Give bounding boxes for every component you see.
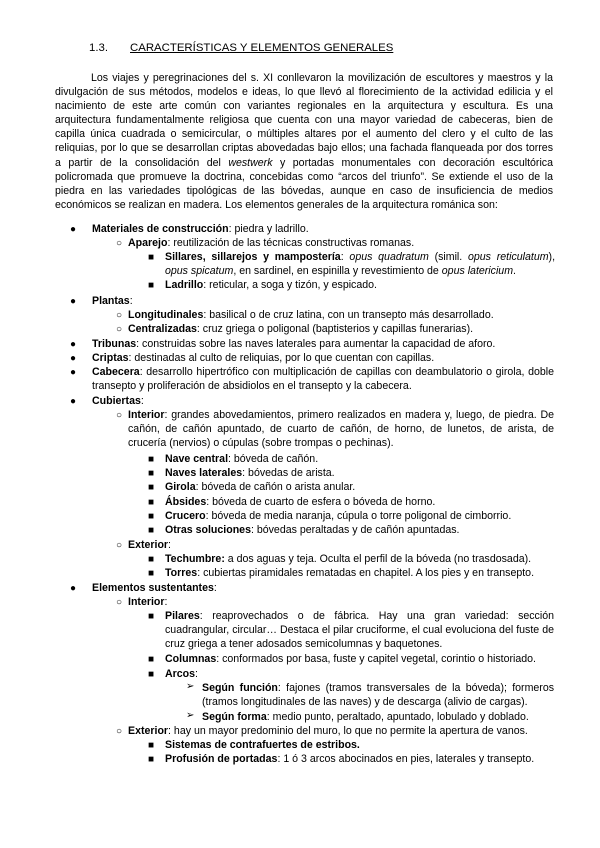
- bullet-level1: ●: [70, 353, 77, 364]
- bullet-level3: ■: [148, 611, 155, 622]
- bullet-level2: ○: [116, 324, 123, 335]
- list-item-materiales: Materiales de construcción: piedra y ladrillo.: [92, 223, 309, 235]
- list-item-sillares: Sillares, sillarejos y mampostería: opus quadratum (simil. opus reticulatum), opus spicatum, en sardinel, en espinilla y revestimiento de opus latericium.: [165, 251, 556, 278]
- bullet-level3: ■: [148, 511, 155, 522]
- bullet-level2: ○: [116, 726, 123, 737]
- bullet-level3: ■: [148, 554, 155, 565]
- list-item-nave-central: Nave central: bóveda de cañón.: [165, 453, 319, 465]
- list-item-crucero: Crucero: bóveda de media naranja, cúpula o torre poligonal de cimborrio.: [165, 510, 512, 522]
- bullet-level4: ➢: [186, 710, 195, 721]
- intro-text-2: y portadas monumentales con decoración escultórica policromada que promueve la doctrina, concebidas como “arcos del triunfo”. Se extiende el uso de la piedra en las variedades tipológicas de las bóvedas, aunque en caso de insuficiencia de medios económicos se realizan en madera. Los elementos generales de la arquitectura románica son:: [55, 156, 553, 211]
- list-item-tribunas: Tribunas: construidas sobre las naves laterales para aumentar la capacidad de aforo.: [92, 338, 496, 350]
- bullet-level3: ■: [148, 252, 155, 263]
- bullet-level3: ■: [148, 525, 155, 536]
- list-item-absides: Ábsides: bóveda de cuarto de esfera o bóveda de horno.: [165, 496, 436, 508]
- section-heading: [89, 42, 393, 54]
- list-item-columnas: Columnas: conformados por basa, fuste y capitel vegetal, corintio o historiado.: [165, 653, 536, 665]
- list-item-interior-cubiertas: Interior: grandes abovedamientos, primero realizados en madera y, luego, de piedra. De cañón, de cañón apuntado, de cuarto de cañón, de horno, de lunetos, de arista, de crucería (nervios) o cúpulas (sobre trompas o pechinas).: [128, 409, 554, 450]
- list-item-cabecera: Cabecera: desarrollo hipertrófico con multiplicación de capillas con deambulatorio o girola, doble transepto y proliferación de absidiolos en el transepto y la cabecera.: [92, 366, 554, 393]
- bullet-level2: ○: [116, 238, 123, 249]
- list-item-torres: Torres: cubiertas piramidales rematadas en chapitel. A los pies y en transepto.: [165, 567, 535, 579]
- list-item-cubiertas: Cubiertas:: [92, 395, 144, 407]
- bullet-level3: ■: [148, 497, 155, 508]
- list-item-girola: Girola: bóveda de cañón o arista anular.: [165, 481, 356, 493]
- bullet-level1: ●: [70, 367, 77, 378]
- list-item-longitudinales: Longitudinales: basilical o de cruz latina, con un transepto más desarrollado.: [128, 309, 494, 321]
- list-item-criptas: Criptas: destinadas al culto de reliquias, por lo que cuentan con capillas.: [92, 352, 435, 364]
- list-item-arcos: Arcos:: [165, 668, 198, 680]
- bullet-level3: ■: [148, 568, 155, 579]
- list-item-exterior-cubiertas: Exterior:: [128, 539, 171, 551]
- list-item-exterior-sustentantes: Exterior: hay un mayor predominio del muro, lo que no permite la apertura de vanos.: [128, 725, 528, 737]
- bullet-level4: ➢: [186, 681, 195, 692]
- section-number: 1.3.: [89, 42, 108, 54]
- bullet-level3: ■: [148, 482, 155, 493]
- bullet-level3: ■: [148, 468, 155, 479]
- bullet-level3: ■: [148, 740, 155, 751]
- intro-paragraph: [55, 71, 553, 212]
- list-item-plantas: Plantas:: [92, 295, 133, 307]
- bullet-level2: ○: [116, 597, 123, 608]
- list-item-interior-sustentantes: Interior:: [128, 596, 168, 608]
- bullet-level1: ●: [70, 339, 77, 350]
- list-item-pilares: Pilares: reaprovechados o de fábrica. Hay una gran variedad: sección cuadrangular, circular… Destaca el pilar cruciforme, el cual evoluciona del fuste de cruz griega a tener adosados semicolumnas y baquetones.: [165, 610, 554, 651]
- bullet-level1: ●: [70, 224, 77, 235]
- bullet-level3: ■: [148, 669, 155, 680]
- intro-text-1: Los viajes y peregrinaciones del s. XI conllevaron la movilización de escultores y maestros y la divulgación de sus métodos, modelos e ideas, lo que llevó al florecimiento de la actividad edilicia y el nacimiento de este arte común con variantes regionales en la arquitectura y escultura. Es una arquitectura fundamentalmente religiosa que cuenta con una mayor variedad de cabeceras, bien de capilla única cuadrada o semicircular, o múltiples altares por el aumento del clero y el culto de las reliquias, por lo que se desarrollan criptas abovedadas bajo ellos; una fachada flanqueada por dos torres a partir de la consolidación del: [55, 72, 553, 169]
- list-item-otras-soluciones: Otras soluciones: bóvedas peraltadas y de cañón apuntadas.: [165, 524, 460, 536]
- list-item-segun-funcion: Según función: fajones (tramos transversales de la bóveda); formeros (tramos longitudinales de las naves) y de descarga (alivio de cargas).: [202, 682, 555, 709]
- bullet-level3: ■: [148, 454, 155, 465]
- intro-westwerk: westwerk: [228, 156, 273, 169]
- list-item-aparejo: Aparejo: reutilización de las técnicas constructivas romanas.: [128, 237, 415, 249]
- bullet-level3: ■: [148, 654, 155, 665]
- bullet-level1: ●: [70, 296, 77, 307]
- list-item-centralizadas: Centralizadas: cruz griega o poligonal (baptisterios y capillas funerarias).: [128, 323, 474, 335]
- bullet-level3: ■: [148, 280, 155, 291]
- bullet-level2: ○: [116, 310, 123, 321]
- bullet-level2: ○: [116, 410, 123, 421]
- list-item-portadas: Profusión de portadas: 1 ó 3 arcos abocinados en pies, laterales y transepto.: [165, 753, 535, 765]
- bullet-level1: ●: [70, 583, 77, 594]
- list-item-ladrillo: Ladrillo: reticular, a soga y tizón, y espicado.: [165, 279, 377, 291]
- list-item-naves-laterales: Naves laterales: bóvedas de arista.: [165, 467, 335, 479]
- list-item-contrafuertes: Sistemas de contrafuertes de estribos.: [165, 739, 360, 751]
- section-title: CARACTERÍSTICAS Y ELEMENTOS GENERALES: [130, 42, 394, 54]
- bullet-level2: ○: [116, 540, 123, 551]
- list-item-segun-forma: Según forma: medio punto, peraltado, apuntado, lobulado y doblado.: [202, 711, 529, 723]
- bullet-level3: ■: [148, 754, 155, 765]
- bullet-level1: ●: [70, 396, 77, 407]
- list-item-techumbre: Techumbre: a dos aguas y teja. Oculta el perfil de la bóveda (no trasdosada).: [165, 553, 532, 565]
- list-item-sustentantes: Elementos sustentantes:: [92, 582, 217, 594]
